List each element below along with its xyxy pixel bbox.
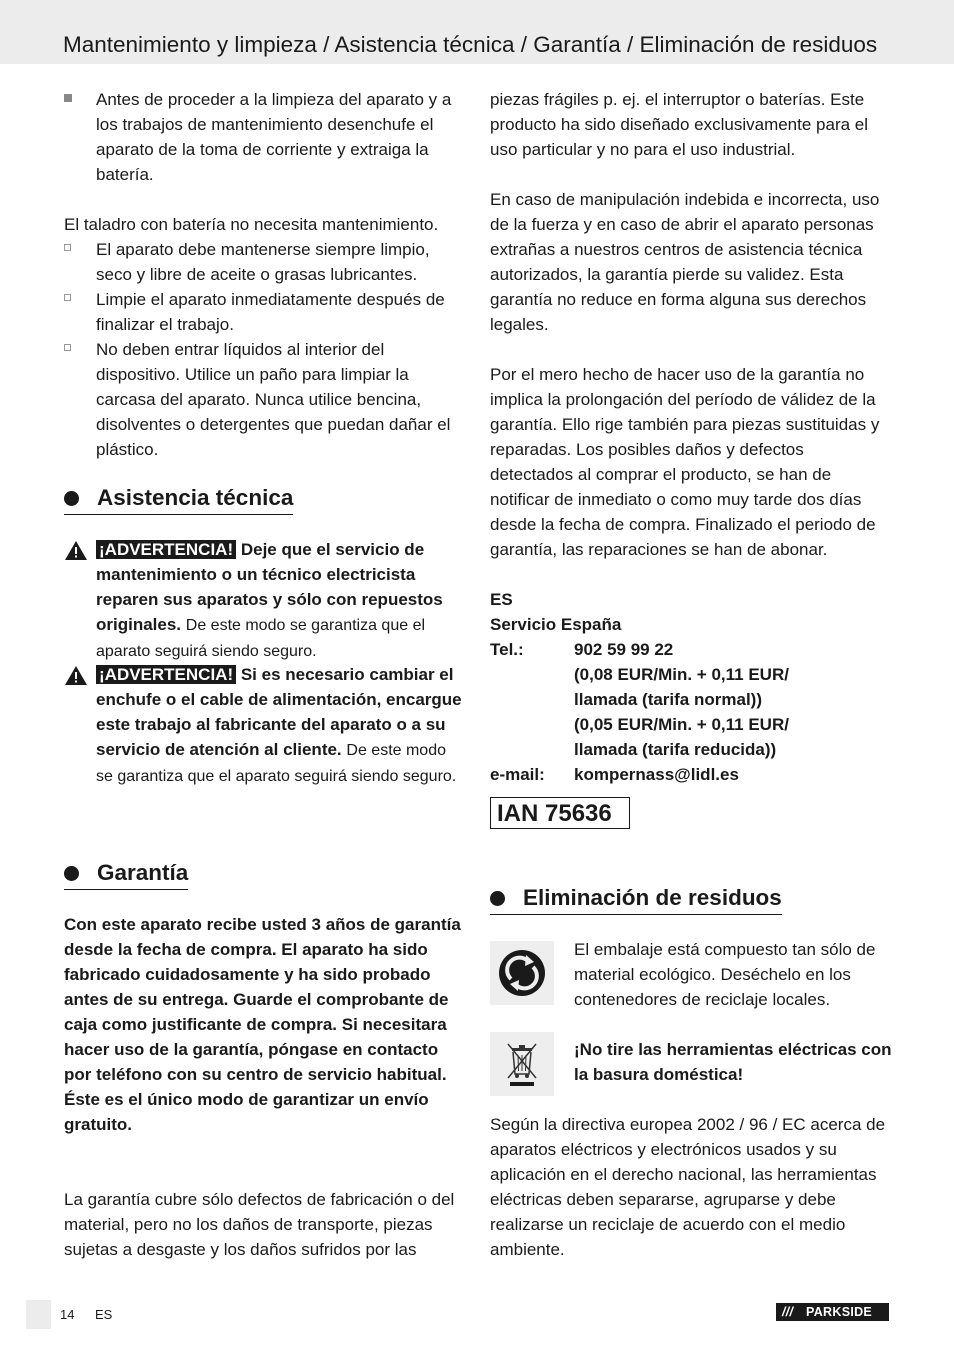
ian-number: IAN 75636	[490, 797, 630, 829]
garantia-para-2: En caso de manipulación indebida e incorrecta, uso de la fuerza y en caso de abrir el aparato personas extrañas a nuestros centros de asistencia técnica autorizados, la garantía pierde su validez. Esta garantía no reduce en forma alguna sus derechos legales.	[490, 190, 880, 334]
garantia-bold-text: Con este aparato recibe usted 3 años de garantía desde la fecha de compra. El aparato ha sido fabricado cuidadosamente y ha sido probado antes de su entrega. Guarde el comprobante de caja como justificante de compra. Si necesitara hacer uso de la garantía, póngase en contacto por teléfono con su centro de servicio habitual. Éste es el único modo de garantizar un envío gratuito.	[64, 915, 461, 1134]
warning-label: ¡ADVERTENCIA!	[96, 540, 236, 559]
asistencia-heading: Asistencia técnica	[64, 484, 293, 515]
weee-icon-box	[490, 1032, 554, 1096]
embalaje-text: El embalaje está compuesto tan sólo de material ecológico. Deséchelo en los contenedores de reciclaje locales.	[574, 940, 876, 1009]
list-item: Limpie el aparato inmediatamente después de finalizar el trabajo.	[64, 287, 464, 337]
list-item: El aparato debe mantenerse siempre limpio, seco y libre de aceite o grasas lubricantes.	[64, 237, 464, 287]
garantia-para-3: Por el mero hecho de hacer uso de la garantía no implica la prolongación del período de válidez de la garantía. Ello rige también para piezas sustituidas y reparadas. Los posibles daños y defectos detectados al comprar el producto, se han de notificar de inmediato o como muy tarde dos días desde la fecha de compra. Finalizado el periodo de garantía, las reparaciones se han de abonar.	[490, 365, 880, 559]
footer-marker	[26, 1300, 51, 1329]
list-item: No deben entrar líquidos al interior del dispositivo. Utilice un paño para limpiar la carcasa del aparato. Nunca utilice bencina, disolventes o detergentes que puedan dañar el plástico.	[64, 337, 464, 462]
garantia-para-1: piezas frágiles p. ej. el interruptor o baterías. Este producto ha sido diseñado exclusivamente para el uso particular y no para el uso industrial.	[490, 90, 869, 159]
heading-bullet-icon	[64, 491, 79, 506]
garantia-heading: Garantía	[64, 859, 188, 890]
directiva-text: Según la directiva europea 2002 / 96 / EC acerca de aparatos eléctricos y electrónicos usados y su aplicación en el derecho nacional, las herramientas eléctricas deben separarse, agruparse y debe realizarse un reciclaje de acuerdo con el medio ambiente.	[490, 1115, 886, 1259]
open-square-bullet-icon	[64, 244, 71, 251]
warning-block-2: ¡ADVERTENCIA! Si es necesario cambiar el enchufe o el cable de alimentación, encargue este trabajo al fabricante del aparato o a su servicio de atención al cliente. De este modo se garantiza que el aparato seguirá siendo seguro.	[64, 662, 464, 789]
intro-bullet: Antes de proceder a la limpieza del aparato y a los trabajos de mantenimiento desenchufe el aparato de la toma de corriente y extraiga la batería.	[64, 87, 464, 187]
page-number: 14	[60, 1307, 75, 1322]
heading-bullet-icon	[64, 866, 79, 881]
garantia-cubre-text: La garantía cubre sólo defectos de fabricación o del material, pero no los daños de transporte, piezas sujetas a desgaste y los daños sufridos por las	[64, 1190, 455, 1259]
contact-service: Servicio España	[490, 615, 622, 634]
recycle-icon-box	[490, 941, 554, 1005]
square-bullet-icon	[64, 94, 72, 102]
page-header	[0, 0, 954, 64]
language-code: ES	[95, 1307, 113, 1322]
no-maintenance-text: El taladro con batería no necesita mantenimiento.	[64, 215, 439, 234]
parkside-logo: /// PARKSIDE	[776, 1303, 889, 1321]
warning-label: ¡ADVERTENCIA!	[96, 665, 236, 684]
no-tire-warning: ¡No tire las herramientas eléctricas con la basura doméstica!	[574, 1040, 892, 1084]
green-dot-recycle-icon	[490, 941, 554, 1005]
open-square-bullet-icon	[64, 344, 71, 351]
page-title: Mantenimiento y limpieza / Asistencia técnica / Garantía / Eliminación de residuos	[63, 32, 878, 57]
open-square-bullet-icon	[64, 294, 71, 301]
warning-block-1: ¡ADVERTENCIA! Deje que el servicio de mantenimiento o un técnico electricista reparen sus aparatos y sólo con repuestos originales. De este modo se garantiza que el aparato seguirá siendo seguro.	[64, 537, 464, 664]
eliminacion-heading: Eliminación de residuos	[490, 884, 782, 915]
contact-phone: 902 59 99 22	[574, 640, 674, 659]
contact-email: kompernass@lidl.es	[574, 765, 739, 784]
heading-bullet-icon	[490, 891, 505, 906]
contact-country: ES	[490, 590, 513, 609]
warning-triangle-icon	[64, 665, 88, 686]
warning-triangle-icon	[64, 540, 88, 561]
service-contact: ES Servicio España Tel.: 902 59 99 22 (0,08 EUR/Min. + 0,11 EUR/ llamada (tarifa normal)) (0,05 EUR/Min. + 0,11 EUR/ llamada (tarifa reducida)) e-mail: kompernass@lidl.es	[490, 587, 890, 787]
crossed-bin-icon	[490, 1032, 554, 1096]
